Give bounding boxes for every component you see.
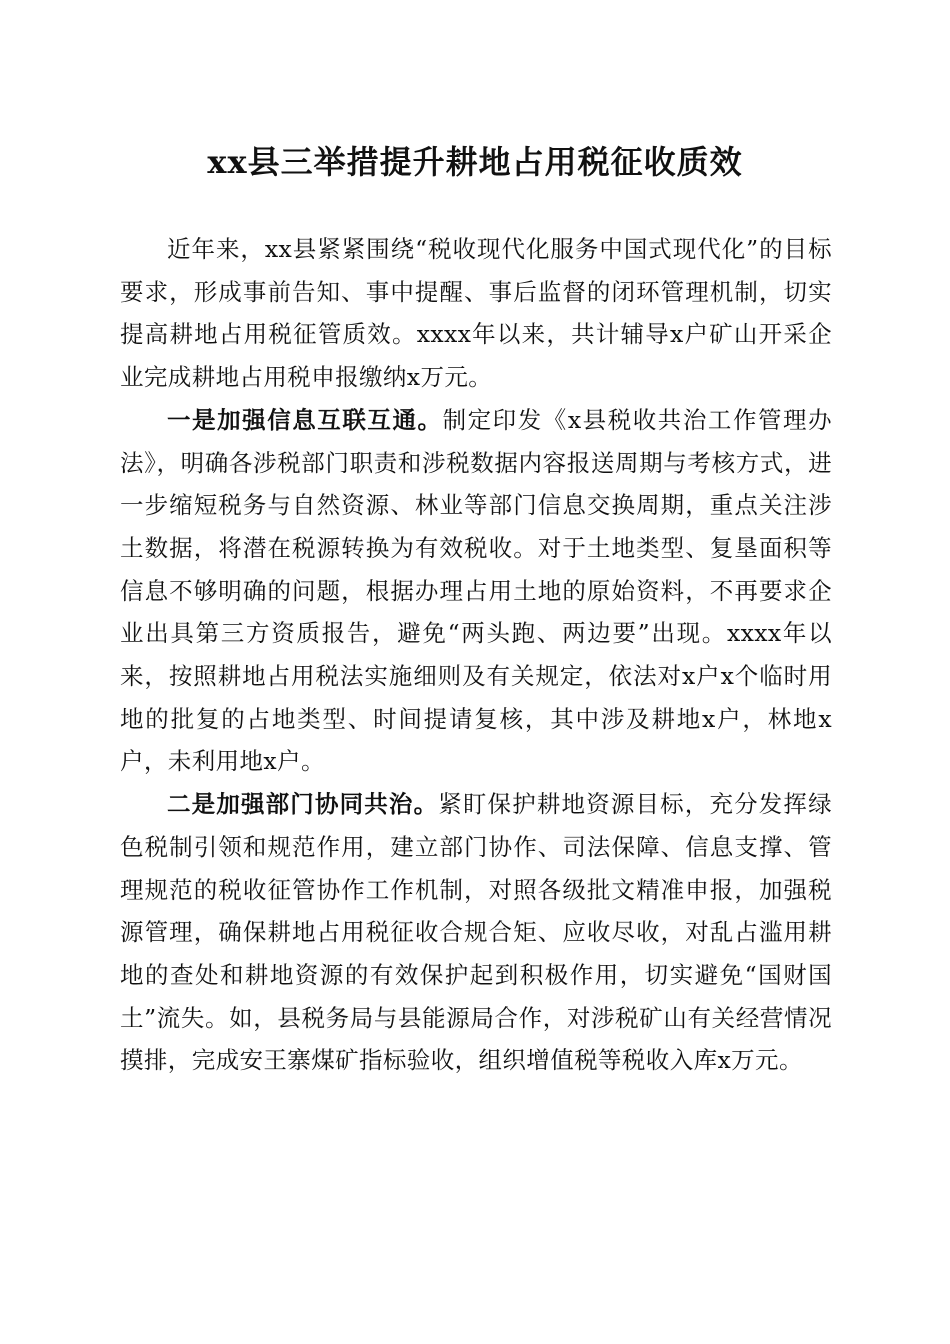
paragraph-text: 近年来，xx县紧紧围绕“税收现代化服务中国式现代化”的目标要求，形成事前告知、事中提醒、事后监督的闭环管理机制，切实提高耕地占用税征管质效。xxxx年以来，共计辅导x户矿山开采企业完成耕地占用税申报缴纳x万元。 [120, 235, 832, 392]
intro-paragraph [120, 228, 832, 399]
document-title: xx县三举措提升耕地占用税征收质效 [207, 143, 743, 181]
measure-one-paragraph [120, 399, 832, 783]
document-body [120, 228, 832, 1082]
paragraph-lead: 二是加强部门协同共治。 [167, 790, 439, 819]
measure-two-paragraph [120, 783, 832, 1082]
paragraph-text: 紧盯保护耕地资源目标，充分发挥绿色税制引领和规范作用，建立部门协作、司法保障、信息支撑、管理规范的税收征管协作工作机制，对照各级批文精准申报，加强税源管理，确保耕地占用税征收合规合矩、应收尽收，对乱占滥用耕地的查处和耕地资源的有效保护起到积极作用，切实避免“国财国土”流失。如，县税务局与县能源局合作，对涉税矿山有关经营情况摸排，完成安王寨煤矿指标验收，组织增值税等税收入库x万元。 [120, 790, 832, 1075]
paragraph-text: 制定印发《x县税收共治工作管理办法》，明确各涉税部门职责和涉税数据内容报送周期与考核方式，进一步缩短税务与自然资源、林业等部门信息交换周期，重点关注涉土数据，将潜在税源转换为有效税收。对于土地类型、复垦面积等信息不够明确的问题，根据办理占用土地的原始资料，不再要求企业出具第三方资质报告，避免“两头跑、两边要”出现。xxxx年以来，按照耕地占用税法实施细则及有关规定，依法对x户x个临时用地的批复的占地类型、时间提请复核，其中涉及耕地x户，林地x户，未利用地x户。 [120, 405, 833, 776]
paragraph-lead: 一是加强信息互联互通。 [167, 405, 443, 434]
